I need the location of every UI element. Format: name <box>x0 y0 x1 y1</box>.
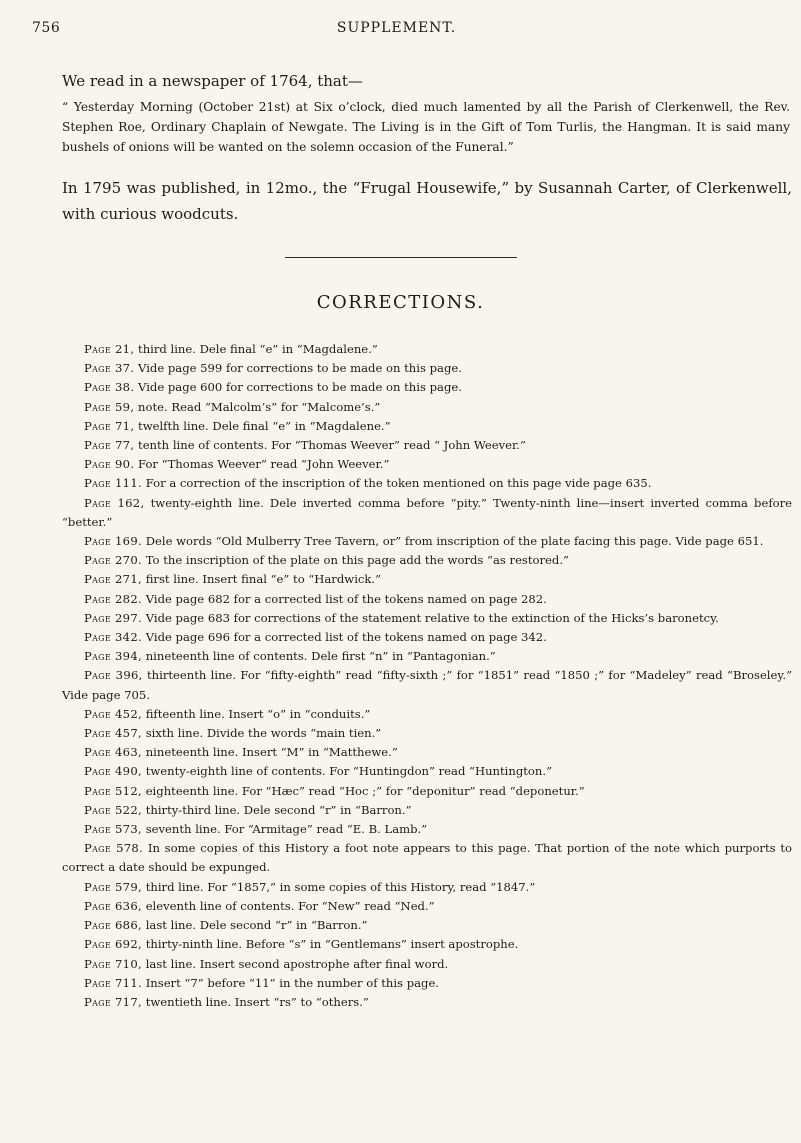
correction-page-ref: Page 512, <box>84 783 143 798</box>
correction-page-ref: Page 282. <box>84 591 143 606</box>
correction-page-ref: Page 394, <box>84 649 143 664</box>
correction-entry <box>62 993 792 1012</box>
correction-text: eighteenth line. For “Hæc” read “Hoc ;” for “deponitur” read “deponetur.” <box>142 783 585 798</box>
correction-page-ref: Page 463, <box>84 745 143 760</box>
correction-text: Vide page 696 for a corrected list of the tokens named on page 342. <box>142 630 547 645</box>
correction-entry <box>62 398 792 417</box>
intro-line: We read in a newspaper of 1764, that— <box>62 72 363 90</box>
correction-entry <box>62 762 792 781</box>
correction-page-ref: Page 270. <box>84 553 143 568</box>
correction-page-ref: Page 38. <box>84 380 135 395</box>
correction-text: thirty-third line. Dele second “r” in “Barron.” <box>142 802 412 817</box>
correction-page-ref: Page 90. <box>84 457 135 472</box>
correction-page-ref: Page 59, <box>84 399 135 414</box>
correction-entry <box>62 705 792 724</box>
correction-page-ref: Page 578. <box>84 841 144 856</box>
correction-entry <box>62 820 792 839</box>
correction-text: third line. Dele final “e” in “Magdalene.” <box>134 342 378 356</box>
correction-text: For a correction of the inscription of the token mentioned on this page vide page 635. <box>142 476 652 491</box>
correction-page-ref: Page 297. <box>84 610 143 625</box>
section-title: CORRECTIONS. <box>316 292 485 313</box>
corrections-list <box>62 340 792 1012</box>
correction-entry <box>62 359 792 378</box>
correction-entry <box>62 666 792 704</box>
correction-page-ref: Page 711. <box>84 975 143 990</box>
correction-text: To the inscription of the plate on this page add the words “as restored.” <box>142 553 569 568</box>
correction-page-ref: Page 77, <box>84 438 135 453</box>
correction-page-ref: Page 457, <box>84 726 143 741</box>
correction-entry <box>62 551 792 570</box>
correction-page-ref: Page 111. <box>84 476 143 491</box>
correction-entry <box>62 494 792 532</box>
correction-page-ref: Page 710, <box>84 956 143 971</box>
correction-page-ref: Page 636, <box>84 898 143 913</box>
correction-entry <box>62 916 792 935</box>
correction-entry <box>62 455 792 474</box>
correction-page-ref: Page 21, <box>84 342 135 356</box>
correction-text: twentieth line. Insert “rs” to “others.” <box>142 994 369 1009</box>
correction-page-ref: Page 162, <box>84 495 145 510</box>
correction-text: first line. Insert final “e” to “Hardwick.” <box>142 572 382 587</box>
page-number: 756 <box>32 20 61 36</box>
correction-entry <box>62 935 792 954</box>
correction-page-ref: Page 573, <box>84 822 143 837</box>
quote-text: “ Yesterday Morning (October 21st) at Six o’clock, died much lamented by all the Parish of Clerkenwell, the Rev. Stephen Roe, Ordinary Chaplain of Newgate. The Living is in the Gift of Tom Turlis, the Hangman. It is said many bushels of onions will be wanted on the solemn occasion of the Funeral.” <box>62 100 790 154</box>
correction-page-ref: Page 342. <box>84 630 143 645</box>
correction-text: Dele words “Old Mulberry Tree Tavern, or” from inscription of the plate facing this page. Vide page 651. <box>142 534 764 549</box>
correction-text: note. Read “Malcolm’s” for “Malcome’s.” <box>134 399 381 414</box>
correction-page-ref: Page 71, <box>84 418 135 433</box>
correction-page-ref: Page 692, <box>84 937 143 952</box>
correction-text: Insert “7” before “11” in the number of this page. <box>142 975 439 990</box>
correction-page-ref: Page 396, <box>84 668 143 683</box>
correction-entry <box>62 955 792 974</box>
correction-text: For “Thomas Weever” read “John Weever.” <box>134 457 390 472</box>
correction-page-ref: Page 686, <box>84 918 143 933</box>
correction-text: nineteenth line of contents. Dele first “n” in “Pantagonian.” <box>142 649 496 664</box>
running-header <box>32 20 761 42</box>
correction-text: third line. For “1857,” in some copies of this History, read “1847.” <box>142 879 536 894</box>
correction-page-ref: Page 37. <box>84 361 135 376</box>
correction-entry <box>62 628 792 647</box>
newspaper-quote <box>62 97 790 157</box>
correction-text: thirty-ninth line. Before “s” in “Gentlemans” insert apostrophe. <box>142 937 519 952</box>
correction-page-ref: Page 490, <box>84 764 143 779</box>
correction-text: In some copies of this History a foot note appears to this page. That portion of the note which purports to correct a date should be expunged. <box>62 841 792 875</box>
correction-text: last line. Dele second “r” in “Barron.” <box>142 918 368 933</box>
section-divider <box>285 257 517 258</box>
correction-text: eleventh line of contents. For “New” read “Ned.” <box>142 898 435 913</box>
correction-text: sixth line. Divide the words “main tien.” <box>142 726 382 741</box>
correction-page-ref: Page 271, <box>84 572 143 587</box>
correction-entry <box>62 743 792 762</box>
correction-text: Vide page 683 for corrections of the statement relative to the extinction of the Hicks’s baronetcy. <box>142 610 719 625</box>
correction-entry <box>62 782 792 801</box>
correction-text: twenty-eighth line of contents. For “Huntingdon” read “Huntington.” <box>142 764 552 779</box>
correction-entry <box>62 378 792 397</box>
correction-text: thirteenth line. For “fifty-eighth” read “fifty-sixth ;” for “1851” read “1850 ;” for “Madeley” read “Broseley.” Vide page 705. <box>62 668 792 702</box>
correction-entry <box>62 647 792 666</box>
correction-entry <box>62 474 792 493</box>
correction-text: Vide page 600 for corrections to be made on this page. <box>134 380 462 395</box>
correction-page-ref: Page 579, <box>84 879 143 894</box>
correction-entry <box>62 570 792 589</box>
correction-page-ref: Page 522, <box>84 802 143 817</box>
paragraph: In 1795 was published, in 12mo., the “Frugal Housewife,” by Susannah Carter, of Clerkenwell, with curious woodcuts. <box>62 179 792 223</box>
correction-text: twelfth line. Dele final “e” in “Magdalene.” <box>134 418 391 433</box>
correction-page-ref: Page 169. <box>84 534 143 549</box>
correction-text: tenth line of contents. For “Thomas Weever” read “ John Weever.” <box>134 438 526 453</box>
correction-entry <box>62 609 792 628</box>
correction-entry <box>62 897 792 916</box>
correction-entry <box>62 340 792 359</box>
correction-entry <box>62 801 792 820</box>
correction-text: nineteenth line. Insert “M” in “Matthewe.” <box>142 745 398 760</box>
correction-text: twenty-eighth line. Dele inverted comma before “pity.” Twenty-ninth line—insert inverted comma before “better.” <box>62 495 793 529</box>
correction-entry <box>62 436 792 455</box>
correction-text: fifteenth line. Insert “o” in “conduits.” <box>142 706 371 721</box>
running-title: SUPPLEMENT. <box>336 20 457 36</box>
correction-entry <box>62 417 792 436</box>
correction-page-ref: Page 452, <box>84 706 143 721</box>
correction-text: Vide page 682 for a corrected list of the tokens named on page 282. <box>142 591 547 606</box>
correction-text: last line. Insert second apostrophe after final word. <box>142 956 449 971</box>
correction-text: Vide page 599 for corrections to be made on this page. <box>134 361 462 376</box>
correction-entry <box>62 590 792 609</box>
correction-entry <box>62 532 792 551</box>
correction-entry <box>62 878 792 897</box>
correction-entry <box>62 839 792 877</box>
correction-entry <box>62 724 792 743</box>
correction-page-ref: Page 717, <box>84 994 143 1009</box>
correction-text: seventh line. For “Armitage” read “E. B. Lamb.” <box>142 822 428 837</box>
correction-entry <box>62 974 792 993</box>
